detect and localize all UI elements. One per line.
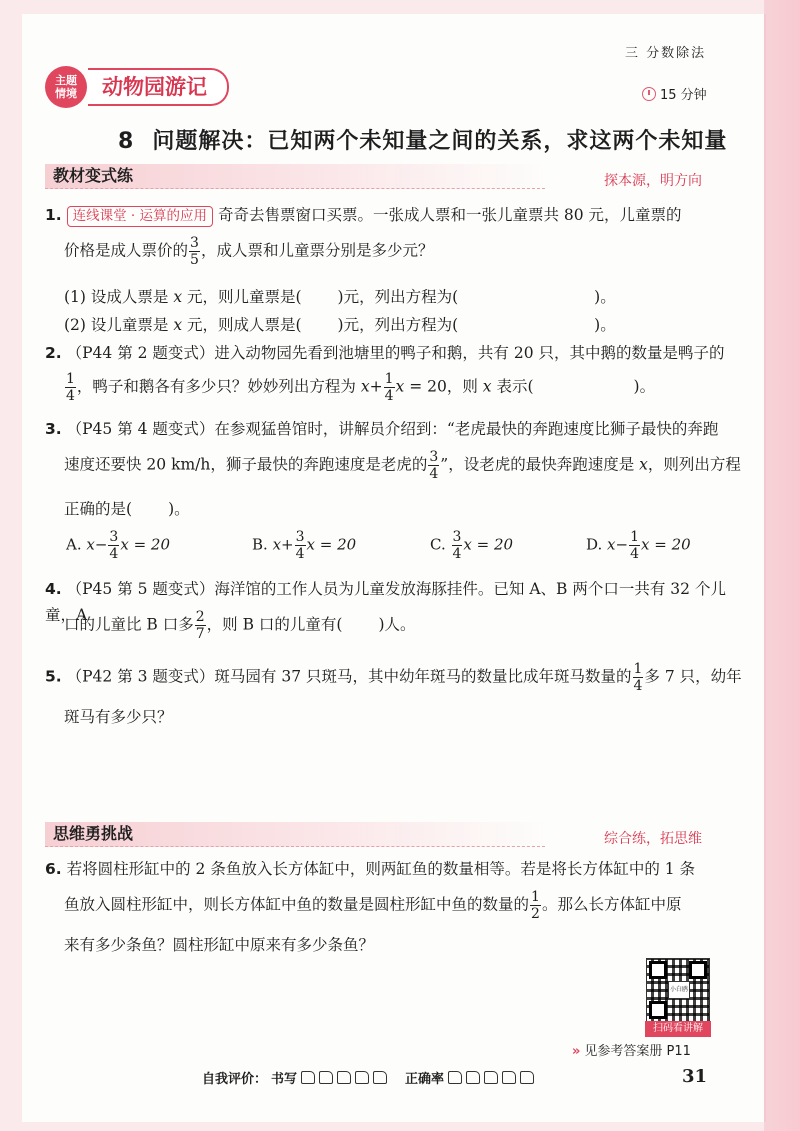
fraction	[108, 530, 119, 561]
option-b[interactable]	[252, 530, 356, 561]
question-1-line2	[64, 236, 744, 267]
section-tag-challenge: 综合练，拓思维	[604, 831, 702, 847]
numerator: 3	[429, 449, 439, 465]
option-expr: x−	[607, 535, 629, 554]
fraction	[384, 372, 395, 403]
lesson-number: 8	[118, 129, 135, 154]
option-label: A.	[66, 535, 82, 554]
numerator: 3	[452, 529, 462, 545]
option-expr: x = 20	[463, 535, 514, 554]
theme-badge-line2: 情境	[55, 87, 77, 100]
option-expr: x = 20	[120, 535, 170, 554]
numerator: 1	[384, 371, 394, 387]
qr-code[interactable]	[646, 958, 710, 1022]
denominator: 4	[109, 546, 119, 562]
question-text: (1) 设成人票是	[64, 288, 174, 306]
thumbs-up-icon[interactable]	[319, 1071, 333, 1084]
question-text: 多 7 只，幼年	[644, 667, 742, 686]
lesson-title-text: 问题解决：已知两个未知量之间的关系，求这两个未知量	[152, 129, 728, 154]
question-6	[45, 856, 745, 882]
denominator: 4	[452, 546, 462, 562]
numerator: 1	[66, 371, 75, 387]
question-text: 。那么长方体缸中原	[541, 895, 682, 914]
self-evaluation	[202, 1068, 534, 1087]
section-bar-practice	[45, 164, 545, 189]
question-2	[45, 340, 735, 366]
question-text: )人。	[378, 615, 416, 634]
denominator: 4	[429, 466, 439, 482]
timer-text: 15 分钟	[660, 88, 707, 103]
fraction	[65, 372, 76, 403]
thumbs-up-icon[interactable]	[484, 1071, 498, 1084]
timer	[642, 84, 707, 103]
question-text: （P44 第 2 题变式）进入动物园先看到池塘里的鸭子和鹅，共有 20 只，其中鹅的数量是鸭子的	[66, 344, 725, 362]
option-expr: x = 20	[641, 535, 691, 554]
qr-finder	[689, 961, 707, 979]
question-5-line2: 斑马有多少只？	[64, 708, 173, 726]
theme-title: 动物园游记	[88, 68, 229, 106]
qr-logo: 小白鸥	[668, 981, 690, 999]
thumbs-up-icon[interactable]	[502, 1071, 516, 1084]
writing-label: 书写	[271, 1072, 298, 1087]
question-text: 元，则成人票是(	[182, 316, 302, 334]
question-text: ，鸭子和鹅各有多少只？妙妙列出方程为	[76, 377, 361, 396]
question-text: = 20，则	[404, 377, 483, 396]
question-5	[45, 662, 745, 693]
variable: x	[639, 455, 648, 474]
denominator: 4	[630, 546, 639, 562]
question-1-sub2	[64, 312, 664, 338]
thumbs-up-icon[interactable]	[301, 1071, 315, 1084]
option-label: C.	[430, 535, 446, 554]
question-text: )。	[633, 377, 656, 396]
qr-finder	[649, 961, 667, 979]
question-number: 5.	[45, 667, 62, 686]
numerator: 3	[190, 235, 199, 251]
question-text: 鱼放入圆柱形缸中，则长方体缸中鱼的数量是圆柱形缸中鱼的数量的	[64, 895, 530, 914]
option-expr: x−	[86, 535, 108, 554]
denominator: 5	[190, 252, 199, 268]
section-label-challenge: 思维勇挑战	[53, 824, 134, 843]
fraction	[452, 530, 463, 561]
option-label: D.	[586, 535, 603, 554]
question-text: （P45 第 5 题变式）海洋馆的工作人员为儿童发放海豚挂件。已知 A、B 两个口一共有 32 个儿童，A	[45, 580, 726, 624]
question-3-line3	[64, 496, 464, 522]
option-d[interactable]	[586, 530, 691, 561]
thumbs-up-icon[interactable]	[448, 1071, 462, 1084]
question-text: )元，列出方程为(	[337, 288, 459, 306]
question-3-line2	[64, 450, 744, 481]
question-3	[45, 416, 735, 442]
question-text: ，成人票和儿童票分别是多少元？	[200, 241, 434, 260]
accuracy-label: 正确率	[405, 1072, 445, 1087]
question-number: 1.	[45, 206, 62, 224]
answer-area[interactable]	[64, 740, 724, 810]
question-text: 价格是成人票价的	[64, 241, 189, 260]
question-4-line2	[64, 610, 744, 641]
denominator: 4	[66, 388, 75, 404]
question-text: （P42 第 3 题变式）斑马园有 37 只斑马，其中幼年斑马的数量比成年斑马数量的	[66, 667, 632, 686]
answer-reference	[572, 1040, 691, 1059]
question-text: 奇奇去售票窗口买票。一张成人票和一张儿童票共 80 元，儿童票的	[217, 206, 682, 224]
numerator: 2	[195, 609, 205, 625]
variable: x	[360, 377, 370, 396]
question-text: (2) 设儿童票是	[64, 316, 174, 334]
source-tag: 连线课堂 · 运算的应用	[67, 206, 213, 227]
chapter-title: 三 分数除法	[625, 46, 707, 61]
qr-caption: 扫码看讲解	[645, 1021, 711, 1037]
fraction	[189, 236, 200, 267]
question-text: ，则列出方程	[647, 455, 741, 474]
question-6-line2	[64, 890, 744, 921]
denominator: 4	[633, 678, 643, 694]
thumbs-up-icon[interactable]	[355, 1071, 369, 1084]
question-text: )。	[168, 500, 190, 518]
answer-reference-text: 见参考答案册 P11	[584, 1044, 691, 1059]
thumbs-up-icon[interactable]	[373, 1071, 387, 1084]
option-a[interactable]	[66, 530, 170, 561]
section-label-practice: 教材变式练	[53, 166, 134, 185]
question-text: 若将圆柱形缸中的 2 条鱼放入长方体缸中，则两缸鱼的数量相等。若是将长方体缸中的 1 条	[66, 860, 696, 878]
question-text: )。	[594, 316, 616, 334]
fraction	[195, 610, 206, 641]
lesson-title	[118, 124, 727, 155]
question-1-sub1	[64, 284, 664, 310]
question-number: 6.	[45, 860, 62, 878]
question-text: )。	[594, 288, 616, 306]
question-text: ，则 B 口的儿童有(	[206, 615, 343, 634]
variable: x	[173, 288, 183, 306]
fraction	[428, 450, 439, 481]
section-tag-practice: 探本源，明方向	[604, 173, 702, 189]
thumbs-up-icon[interactable]	[520, 1071, 534, 1084]
numerator: 3	[109, 529, 119, 545]
self-eval-label: 自我评价：	[202, 1072, 268, 1087]
page-number: 31	[682, 1066, 708, 1087]
fraction	[633, 662, 644, 693]
theme-badge-line1: 主题	[55, 74, 77, 87]
clock-icon	[642, 87, 656, 101]
section-bar-challenge	[45, 822, 545, 847]
variable: x	[173, 316, 183, 334]
denominator: 4	[384, 388, 394, 404]
question-text: 正确的是(	[64, 500, 133, 518]
fraction	[295, 530, 306, 561]
option-expr: x+	[272, 535, 294, 554]
thumbs-up-icon[interactable]	[337, 1071, 351, 1084]
question-2-line2	[64, 372, 744, 403]
question-text: 表示(	[491, 377, 534, 396]
question-number: 4.	[45, 580, 62, 598]
question-number: 2.	[45, 344, 62, 362]
numerator: 1	[633, 661, 643, 677]
variable: x	[482, 377, 492, 396]
question-number: 3.	[45, 420, 62, 438]
theme-badge	[45, 66, 87, 108]
denominator: 4	[295, 546, 305, 562]
numerator: 1	[630, 529, 639, 545]
option-c[interactable]	[430, 530, 513, 561]
numerator: 1	[531, 889, 540, 905]
page-edge-decoration	[764, 0, 800, 1131]
denominator: 2	[531, 906, 540, 922]
question-text: ”，设老虎的最快奔跑速度是	[440, 455, 640, 474]
variable: x	[395, 377, 405, 396]
plus-sign: +	[369, 377, 383, 396]
denominator: 7	[195, 626, 205, 642]
question-6-line3: 来有多少条鱼？圆柱形缸中原来有多少条鱼？	[64, 936, 375, 954]
fraction	[530, 890, 541, 921]
double-arrow-icon: »	[572, 1044, 581, 1059]
question-text: )元，列出方程为(	[337, 316, 459, 334]
question-text: （P45 第 4 题变式）在参观猛兽馆时，讲解员介绍到：“老虎最快的奔跑速度比狮子最快的奔跑	[66, 420, 719, 438]
fraction	[629, 530, 640, 561]
qr-finder	[649, 1001, 667, 1019]
option-label: B.	[252, 535, 268, 554]
question-text: 元，则儿童票是(	[182, 288, 302, 306]
option-expr: x = 20	[306, 535, 357, 554]
question-text: 口的儿童比 B 口多	[64, 615, 194, 634]
question-1	[45, 202, 725, 228]
question-text: 速度还要快 20 km/h，狮子最快的奔跑速度是老虎的	[64, 455, 428, 474]
thumbs-up-icon[interactable]	[466, 1071, 480, 1084]
numerator: 3	[295, 529, 305, 545]
